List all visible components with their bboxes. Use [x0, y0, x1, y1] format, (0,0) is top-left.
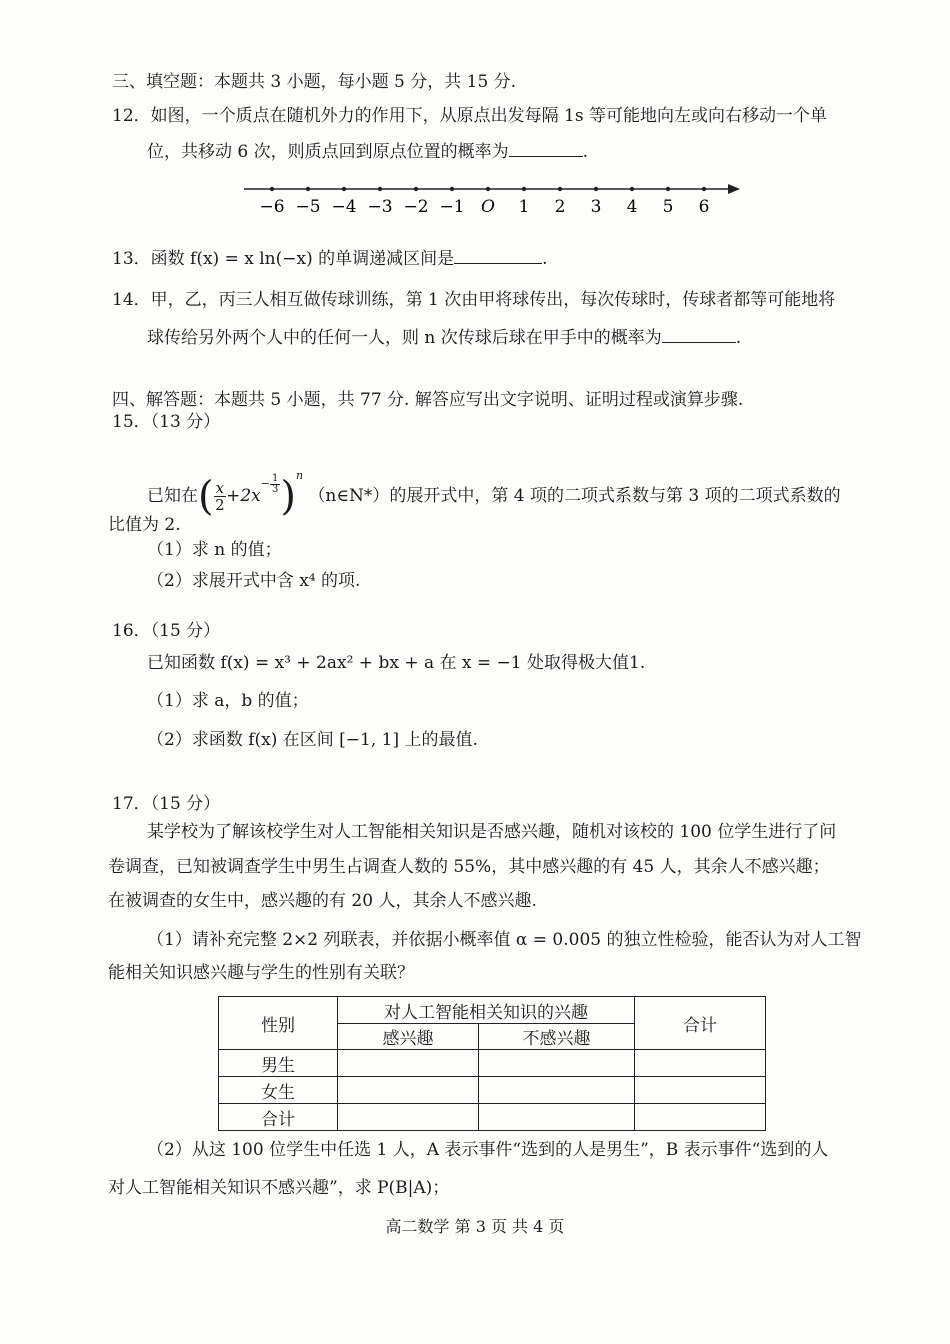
row-label-male: 男生 — [219, 1050, 338, 1077]
q15-cond: （n∈N*）的展开式中，第 4 项的二项式系数与第 3 项的二项式系数的 — [308, 486, 841, 506]
number-line-label: 2 — [554, 197, 566, 217]
q17-p1b: 能相关知识感兴趣与学生的性别有关联？ — [108, 963, 414, 983]
header-gender: 性别 — [219, 997, 338, 1050]
table-cell — [635, 1077, 766, 1104]
q16-p1: （1）求 a，b 的值； — [147, 691, 309, 711]
section4-header: 四、解答题：本题共 5 小题，共 77 分. 解答应写出文字说明、证明过程或演算步骤. — [112, 390, 744, 410]
q17-p2a: （2）从这 100 位学生中任选 1 人，A 表示事件“选到的人是男生”，B 表示事件“选到的人 — [147, 1140, 829, 1160]
number-line-label: −3 — [367, 197, 393, 217]
q16-head: 16．（15 分） — [112, 621, 221, 641]
number-line-point — [594, 187, 598, 191]
number-line-label: 6 — [698, 197, 710, 217]
q14-line1: 14．甲，乙，丙三人相互做传球训练，第 1 次由甲将球传出，每次传球时，传球者都等可能地将 — [112, 290, 836, 310]
table-cell — [338, 1050, 479, 1077]
number-line-label: 5 — [662, 197, 674, 217]
q17-l1: 某学校为了解该校学生对人工智能相关知识是否感兴趣，随机对该校的 100 位学生进行了问 — [147, 822, 837, 842]
number-line-point — [342, 187, 346, 191]
q13-end: . — [542, 249, 548, 269]
table-cell — [479, 1104, 635, 1131]
number-line-point — [270, 187, 274, 191]
number-line-point — [486, 187, 490, 191]
q14-line2 — [147, 326, 741, 350]
q15-line2: 比值为 2. — [108, 515, 181, 535]
answer-blank — [662, 326, 736, 343]
number-line-point — [558, 187, 562, 191]
table-cell — [635, 1104, 766, 1131]
table-cell — [338, 1077, 479, 1104]
number-line-label: −5 — [295, 197, 321, 217]
number-line-point — [306, 187, 310, 191]
q15-pre: 已知在 — [147, 486, 198, 506]
number-line-point — [414, 187, 418, 191]
q15-fraction: $\frac{x}{2}$ — [215, 479, 225, 514]
row-label-female: 女生 — [219, 1077, 338, 1104]
q14-text: 球传给另外两个人中的任何一人，则 n 次传球后球在甲手中的概率为 — [147, 328, 662, 348]
answer-blank — [454, 247, 542, 264]
table-cell — [635, 1050, 766, 1077]
q14-end: . — [735, 328, 742, 348]
q13-text: 13．函数 f(x) = x ln(−x) 的单调递减区间是 — [112, 249, 455, 269]
header-not-interested: 不感兴趣 — [479, 1024, 635, 1050]
q15-p2: （2）求展开式中含 x⁴ 的项. — [147, 571, 361, 591]
number-line-point — [666, 187, 670, 191]
section3-header: 三、填空题：本题共 3 小题，每小题 5 分，共 15 分. — [112, 72, 517, 92]
q15-power: n — [295, 469, 304, 482]
number-line-label: 4 — [626, 197, 638, 217]
table-cell — [479, 1050, 635, 1077]
q17-l3: 在被调查的女生中，感兴趣的有 20 人，其余人不感兴趣. — [108, 891, 537, 911]
q15-head: 15．（13 分） — [112, 412, 221, 432]
q15-line1: 已知在( $\frac{x}{2}$ $+2x^{- \frac{1}{3}}$ )$^n$ （n∈N*）的展开式中，第 4 项的二项式系数与第 3 项的二项式系数的 — [147, 469, 841, 520]
header-total: 合计 — [635, 997, 766, 1050]
number-line-label: −4 — [331, 197, 357, 217]
header-interested: 感兴趣 — [338, 1024, 479, 1050]
number-line-point — [450, 187, 454, 191]
answer-blank — [509, 140, 583, 157]
number-line-label: −2 — [403, 197, 429, 217]
q17-head: 17．（15 分） — [112, 794, 221, 814]
number-line-label: −6 — [259, 197, 285, 217]
number-line-point — [630, 187, 634, 191]
number-line — [238, 178, 748, 222]
table-cell — [479, 1077, 635, 1104]
number-line-point — [378, 187, 382, 191]
number-line-point — [702, 187, 706, 191]
q17-l2: 卷调查，已知被调查学生中男生占调查人数的 55%，其中感兴趣的有 45 人，其余人不感兴趣； — [108, 857, 830, 877]
number-line-label: 1 — [518, 197, 530, 217]
q12-end: . — [582, 142, 589, 162]
number-line-label: −1 — [439, 197, 465, 217]
q16-p2: （2）求函数 f(x) 在区间 [−1, 1] 上的最值. — [147, 730, 478, 750]
q15-term2: +2x — [226, 486, 261, 506]
q17-p1a: （1）请补充完整 2×2 列联表，并依据小概率值 α = 0.005 的独立性检验，能否认为对人工智 — [147, 930, 862, 950]
q12-line1: 12．如图，一个质点在随机外力的作用下，从原点出发每隔 1s 等可能地向左或向右移动一个单 — [112, 106, 827, 126]
row-label-total: 合计 — [219, 1104, 338, 1131]
q13-line — [112, 247, 548, 271]
q12-line2 — [147, 140, 588, 164]
q12-text: 位，共移动 6 次，则质点回到原点位置的概率为 — [147, 142, 509, 162]
table-cell — [338, 1104, 479, 1131]
number-line-label: 3 — [590, 197, 602, 217]
q15-p1: （1）求 n 的值； — [147, 540, 282, 560]
header-interest: 对人工智能相关知识的兴趣 — [338, 997, 635, 1024]
q16-line1: 已知函数 f(x) = x³ + 2ax² + bx + a 在 x = −1 处取得极大值1. — [147, 653, 646, 673]
page-footer: 高二数学 第 3 页 共 4 页 — [385, 1217, 565, 1236]
contingency-table — [218, 996, 766, 1131]
q17-p2b: 对人工智能相关知识不感兴趣”，求 P(B|A)； — [108, 1178, 450, 1198]
number-line-label: O — [481, 197, 495, 217]
number-line-point — [522, 187, 526, 191]
